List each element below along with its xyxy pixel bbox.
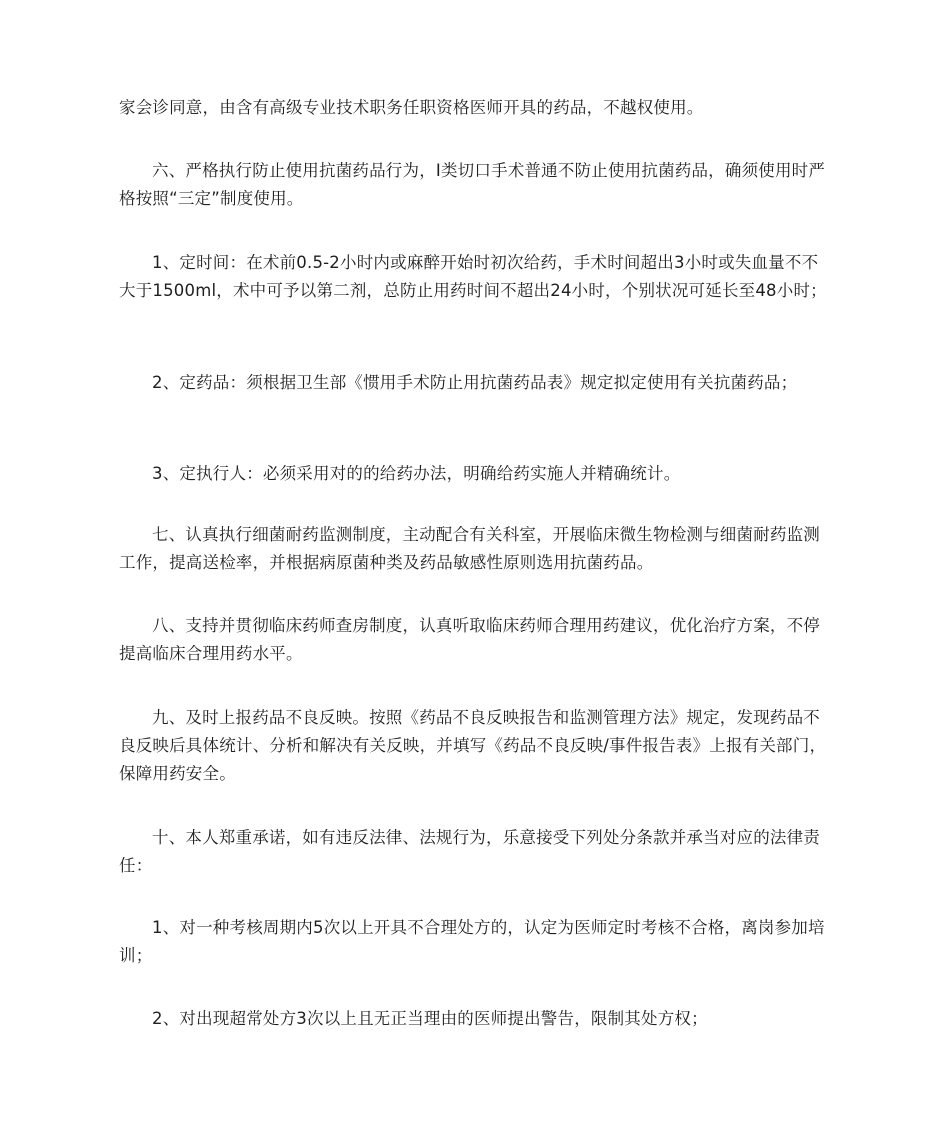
paragraph-item-6-3: 3、定执行人：必须采用对的的给药办法，明确给药实施人并精确统计。 <box>152 464 681 483</box>
paragraph-continuation: 家会诊同意，由含有高级专业技术职务任职资格医师开具的药品，不越权使用。 <box>119 98 704 117</box>
paragraph-item-10-2: 2、对出现超常处方3次以上且无正当理由的医师提出警告，限制其处方权； <box>152 1009 708 1028</box>
paragraph-item-6-1: 1、定时间：在术前0.5-2小时内或麻醉开始时初次给药，手术时间超出3小时或失血量不不大于1500ml，术中可予以第二剂，总防止用药时间不超出24小时，个别状况可延长至48小时； <box>119 253 827 300</box>
paragraph-item-8: 八、支持并贯彻临床药师查房制度，认真听取临床药师合理用药建议，优化治疗方案，不停提高临床合理用药水平。 <box>119 616 820 663</box>
paragraph-item-6: 六、严格执行防止使用抗菌药品行为，Ⅰ类切口手术普通不防止使用抗菌药品，确须使用时严格按照“三定”制度使用。 <box>119 161 826 208</box>
paragraph-item-10-1: 1、对一种考核周期内5次以上开具不合理处方的，认定为医师定时考核不合格，离岗参加培训； <box>119 918 825 965</box>
paragraph-item-10: 十、本人郑重承诺，如有违反法律、法规行为，乐意接受下列处分条款并承当对应的法律责任： <box>119 828 820 875</box>
paragraph-item-7: 七、认真执行细菌耐药监测制度，主动配合有关科室，开展临床微生物检测与细菌耐药监测工作，提高送检率，并根据病原菌种类及药品敏感性原则选用抗菌药品。 <box>119 525 820 572</box>
paragraph-item-6-2: 2、定药品：须根据卫生部《惯用手术防止用抗菌药品表》规定拟定使用有关抗菌药品； <box>152 373 798 392</box>
paragraph-item-9: 九、及时上报药品不良反映。按照《药品不良反映报告和监测管理方法》规定，发现药品不良反映后具体统计、分析和解决有关反映，并填写《药品不良反映/事件报告表》上报有关部门，保障用药安全。 <box>119 708 827 783</box>
